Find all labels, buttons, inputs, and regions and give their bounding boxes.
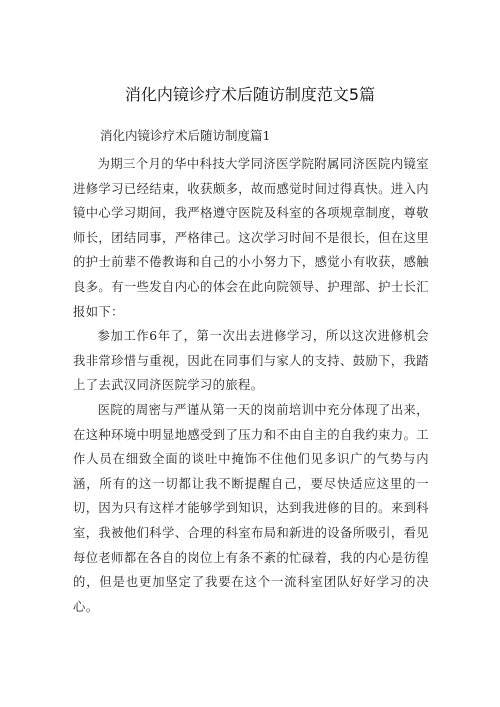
document-title: 消化内镜诊疗术后随访制度范文5篇 xyxy=(124,85,376,104)
paragraph: 为期三个月的华中科技大学同济医学院附属同济医院内镜室进修学习已经结束，收获颇多，故而感觉时间过得真快。进入内镜中心学习期间，我严格遵守医院及科室的各项规章制度，尊敬师长，团结同事，严格律己。这次学习时间不是很长，但在这里的护士前辈不倦教诲和自己的小小努力下，感觉小有收获，感触良多。有一些发自内心的体会在此向院领导、护理部、护士长汇报如下： xyxy=(73,157,429,319)
document-body xyxy=(73,152,429,619)
paragraph: 参加工作6年了，第一次出去进修学习，所以这次进修机会我非常珍惜与重视，因此在同事们与家人的支持、鼓励下，我踏上了去武汉同济医院学习的旅程。 xyxy=(73,329,429,393)
paragraph: 医院的周密与严谨从第一天的岗前培训中充分体现了出来，在这种环境中明显地感受到了压力和不由自主的自我约束力。工作人员在细致全面的谈吐中掩饰不住他们见多识广的气势与内涵，所有的这一切都让我不断提醒自己，要尽快适应这里的一切，因为只有这样才能够学到知识，达到我进修的目的。来到科室，我被他们科学、合理的科室布局和新进的设备所吸引，看见每位老师都在各自的岗位上有条不紊的忙碌着，我的内心是彷徨的，但是也更加坚定了我要在这个一流科室团队好好学习的决心。 xyxy=(73,402,429,614)
section-heading: 消化内镜诊疗术后随访制度篇1 xyxy=(100,128,271,143)
